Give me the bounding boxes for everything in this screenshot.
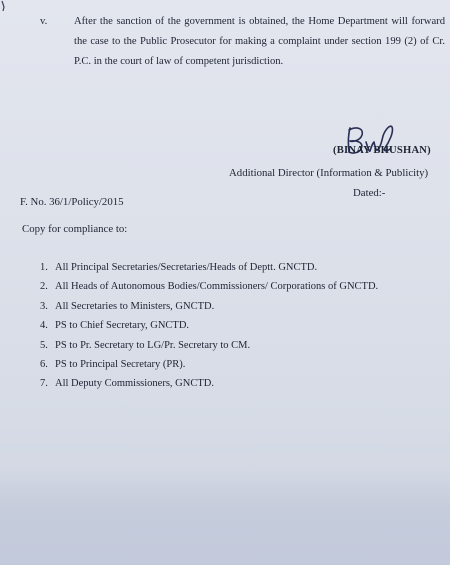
list-item-text: PS to Principal Secretary (PR).: [55, 358, 186, 370]
list-item-number: 4.: [40, 320, 48, 332]
list-item: [40, 355, 378, 374]
list-item-number: 3.: [40, 300, 48, 312]
copy-heading: Copy for compliance to:: [22, 223, 128, 235]
file-number: F. No. 36/1/Policy/2015: [20, 196, 124, 208]
list-item-number: 7.: [40, 378, 48, 390]
list-item-number: 1.: [40, 262, 48, 273]
list-item: [40, 258, 378, 277]
list-item-number: 2.: [40, 281, 48, 293]
list-item-text: All Deputy Commissioners, GNCTD.: [55, 378, 214, 390]
list-item-number: 5.: [40, 339, 48, 351]
list-item-text: All Secretaries to Ministers, GNCTD.: [55, 300, 215, 312]
ink-mark: [0, 0, 12, 12]
list-item-number: 6.: [40, 358, 48, 370]
signer-name: (BINAY BHUSHAN): [333, 145, 431, 156]
list-item-text: All Principal Secretaries/Secretaries/Heads of Deptt. GNCTD.: [55, 262, 318, 273]
paragraph-text: After the sanction of the government is obtained, the Home Department will forward the case to the Public Prosecutor for making a complaint under section 199 (2) of Cr. P.C. in the court of law of competent jurisdiction.: [74, 16, 445, 67]
list-item: [40, 374, 378, 393]
list-item: [40, 297, 378, 316]
list-item: [40, 316, 378, 335]
list-item: [40, 336, 378, 355]
list-item-text: All Heads of Autonomous Bodies/Commissioners/ Corporations of GNCTD.: [55, 281, 379, 293]
paragraph-number: v.: [40, 16, 48, 27]
list-item-text: PS to Chief Secretary, GNCTD.: [55, 320, 190, 332]
list-item-text: PS to Pr. Secretary to LG/Pr. Secretary to CM.: [55, 339, 251, 351]
paragraph-v: [40, 12, 445, 72]
handwritten-signature: [338, 118, 408, 166]
dated-label: Dated:-: [353, 187, 386, 199]
list-item: [40, 277, 378, 296]
recipient-list: [40, 258, 378, 394]
signer-title: Additional Director (Information & Publicity): [229, 167, 429, 179]
